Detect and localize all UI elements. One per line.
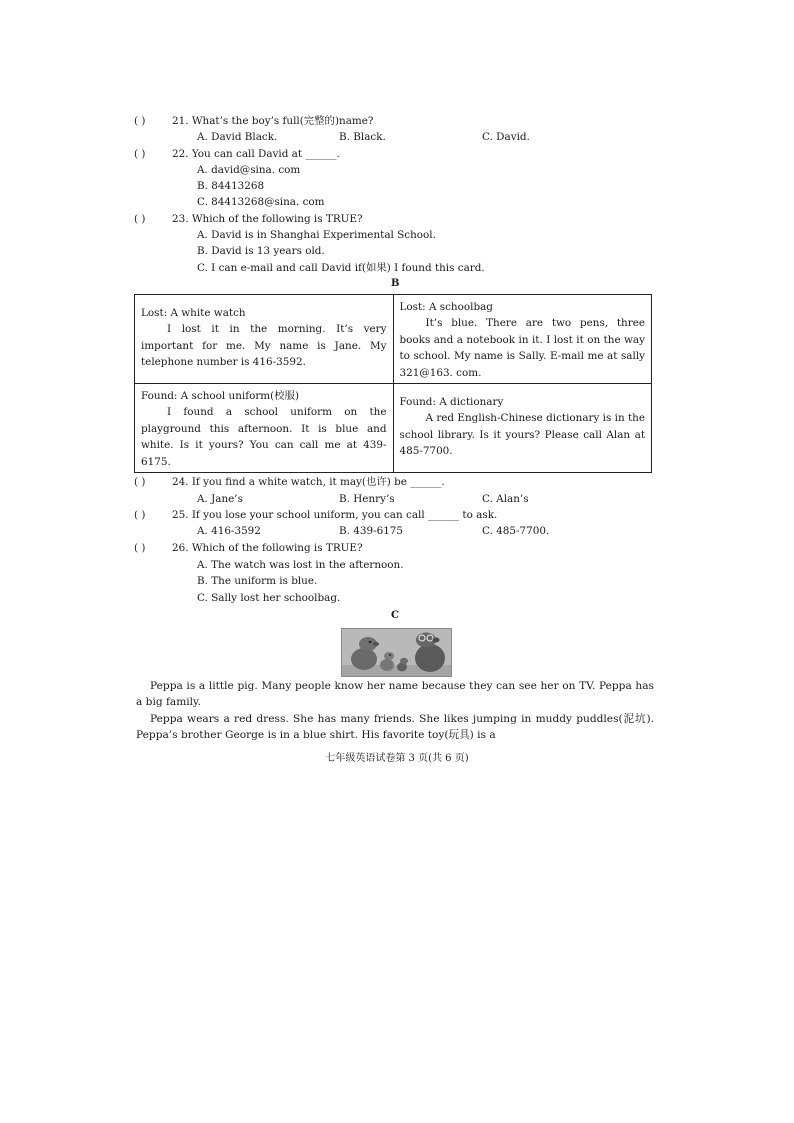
q24-option-a: A. Jane’s bbox=[197, 493, 243, 505]
peppa-pig-family-illustration bbox=[342, 629, 451, 676]
section-c-heading: C bbox=[391, 610, 399, 621]
notice-title: Found: A dictionary bbox=[399, 396, 504, 409]
question-22-stem: 22. You can call David at ______. bbox=[172, 148, 340, 160]
answer-bracket: ( ) bbox=[134, 542, 146, 554]
q23-option-a: A. David is in Shanghai Experimental School. bbox=[197, 229, 436, 241]
q21-option-b: B. Black. bbox=[339, 131, 386, 143]
notice-lost-schoolbag bbox=[393, 295, 652, 384]
question-26-stem: 26. Which of the following is TRUE? bbox=[172, 542, 363, 554]
notice-found-dictionary bbox=[393, 384, 652, 473]
notice-body: It’s blue. There are two pens, three books and a notebook in it. I lost it on the way to school. My name is Sally. E-mail me at sally 321@163. com. bbox=[399, 317, 645, 379]
paragraph-text: Peppa wears a red dress. She has many friends. She likes jumping in muddy puddles(泥坑). Peppa’s brother George is in a blue shirt. His favorite toy(玩具) is a bbox=[136, 713, 654, 742]
q21-option-c: C. David. bbox=[482, 131, 530, 143]
q22-option-a: A. david@sina. com bbox=[197, 164, 301, 176]
q24-option-c: C. Alan’s bbox=[482, 493, 529, 505]
answer-bracket: ( ) bbox=[134, 476, 146, 488]
q23-option-c: C. I can e-mail and call David if(如果) I found this card. bbox=[197, 262, 485, 274]
q23-option-b: B. David is 13 years old. bbox=[197, 245, 325, 257]
q26-option-a: A. The watch was lost in the afternoon. bbox=[197, 559, 404, 571]
notice-found-uniform bbox=[135, 384, 394, 473]
question-23-stem: 23. Which of the following is TRUE? bbox=[172, 213, 363, 225]
question-24-stem: 24. If you find a white watch, it may(也许) be ______. bbox=[172, 476, 445, 488]
notice-lost-watch bbox=[135, 295, 394, 384]
answer-bracket: ( ) bbox=[134, 148, 146, 160]
question-21-stem: 21. What’s the boy’s full(完整的)name? bbox=[172, 115, 374, 127]
peppa-family-picture bbox=[341, 628, 452, 677]
answer-bracket: ( ) bbox=[134, 115, 146, 127]
section-b-heading: B bbox=[391, 278, 400, 289]
passage-c-paragraph-1 bbox=[136, 678, 654, 711]
question-25-stem: 25. If you lose your school uniform, you can call ______ to ask. bbox=[172, 509, 498, 521]
page-footer: 七年级英语试卷第 3 页(共 6 页) bbox=[325, 753, 469, 764]
notice-title: Found: A school uniform(校服) bbox=[141, 390, 300, 403]
notice-body: A red English-Chinese dictionary is in the school library. Is it yours? Please call Alan at 485-7700. bbox=[399, 412, 645, 458]
q25-option-b: B. 439-6175 bbox=[339, 525, 404, 537]
q25-option-c: C. 485-7700. bbox=[482, 525, 550, 537]
q25-option-a: A. 416-3592 bbox=[197, 525, 261, 537]
notice-title: Lost: A schoolbag bbox=[399, 301, 493, 313]
q26-option-c: C. Sally lost her schoolbag. bbox=[197, 592, 341, 604]
answer-bracket: ( ) bbox=[134, 509, 146, 521]
notice-board-table bbox=[134, 294, 652, 473]
q21-option-a: A. David Black. bbox=[197, 131, 278, 143]
q22-option-b: B. 84413268 bbox=[197, 180, 265, 192]
passage-c-paragraph-2 bbox=[136, 711, 654, 744]
paragraph-text: Peppa is a little pig. Many people know her name because they can see her on TV. Peppa has a big family. bbox=[136, 680, 654, 709]
notice-title: Lost: A white watch bbox=[141, 307, 246, 319]
q24-option-b: B. Henry’s bbox=[339, 493, 395, 505]
q26-option-b: B. The uniform is blue. bbox=[197, 575, 318, 587]
answer-bracket: ( ) bbox=[134, 213, 146, 225]
notice-body: I found a school uniform on the playground this afternoon. It is blue and white. Is it yours? You can call me at 439-6175. bbox=[141, 406, 387, 468]
q22-option-c: C. 84413268@sina. com bbox=[197, 196, 325, 208]
notice-body: I lost it in the morning. It’s very important for me. My name is Jane. My telephone number is 416-3592. bbox=[141, 323, 387, 369]
